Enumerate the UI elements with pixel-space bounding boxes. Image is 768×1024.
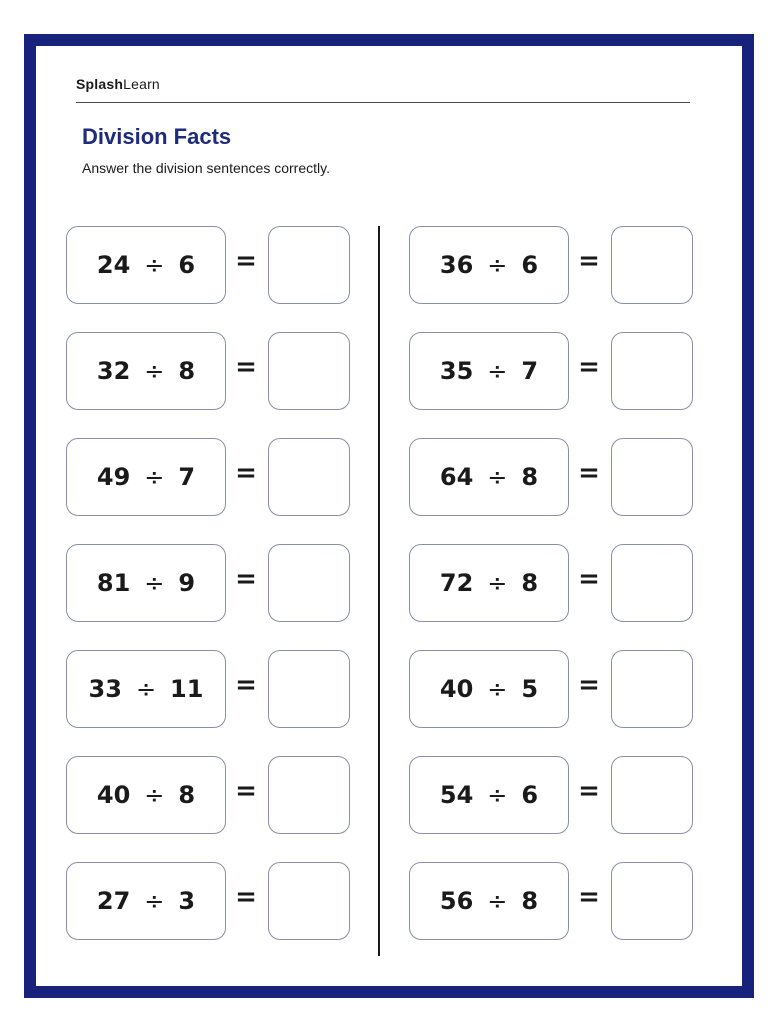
divide-sign: ÷ — [487, 781, 508, 809]
header-divider — [76, 102, 690, 103]
problem-row — [66, 438, 366, 520]
problem-row — [66, 332, 366, 414]
left-problem-column — [66, 226, 366, 968]
division-expression — [66, 862, 226, 940]
answer-box[interactable] — [268, 438, 350, 516]
problem-row — [409, 862, 709, 944]
divide-sign: ÷ — [144, 357, 165, 385]
equals-sign: = — [235, 670, 257, 700]
divide-sign: ÷ — [487, 251, 508, 279]
equals-sign: = — [578, 670, 600, 700]
brand-logo-regular: Learn — [123, 76, 160, 92]
divide-sign: ÷ — [144, 569, 165, 597]
dividend: 33 — [88, 675, 122, 703]
equals-sign: = — [578, 352, 600, 382]
division-expression — [409, 650, 569, 728]
answer-box[interactable] — [268, 862, 350, 940]
divide-sign: ÷ — [135, 675, 157, 703]
problem-row — [66, 756, 366, 838]
divisor: 9 — [178, 569, 196, 597]
divisor: 6 — [178, 251, 196, 279]
dividend: 27 — [96, 887, 131, 915]
divide-sign: ÷ — [144, 463, 165, 491]
problem-row — [409, 332, 709, 414]
answer-box[interactable] — [611, 438, 693, 516]
dividend: 40 — [96, 781, 131, 809]
division-expression — [409, 756, 569, 834]
brand-logo — [76, 76, 160, 92]
divide-sign: ÷ — [487, 675, 508, 703]
divide-sign: ÷ — [487, 569, 508, 597]
divisor: 8 — [178, 357, 196, 385]
dividend: 36 — [439, 251, 474, 279]
divisor: 5 — [521, 675, 539, 703]
divisor: 6 — [521, 251, 539, 279]
problem-row — [409, 756, 709, 838]
divisor: 7 — [521, 357, 539, 385]
division-expression — [66, 756, 226, 834]
division-expression — [66, 332, 226, 410]
answer-box[interactable] — [268, 650, 350, 728]
equals-sign: = — [235, 564, 257, 594]
problem-row — [409, 438, 709, 520]
equals-sign: = — [235, 776, 257, 806]
dividend: 81 — [96, 569, 131, 597]
problem-row — [409, 650, 709, 732]
dividend: 49 — [96, 463, 131, 491]
equals-sign: = — [578, 882, 600, 912]
equals-sign: = — [578, 458, 600, 488]
divide-sign: ÷ — [144, 251, 165, 279]
divisor: 6 — [521, 781, 539, 809]
answer-box[interactable] — [268, 332, 350, 410]
answer-box[interactable] — [611, 756, 693, 834]
divisor: 8 — [521, 463, 539, 491]
division-expression — [66, 650, 226, 728]
division-expression — [409, 544, 569, 622]
equals-sign: = — [578, 564, 600, 594]
right-problem-column — [409, 226, 709, 968]
brand-logo-bold: Splash — [76, 76, 124, 92]
divisor: 7 — [178, 463, 196, 491]
column-divider — [378, 226, 380, 956]
dividend: 40 — [439, 675, 474, 703]
problem-row — [409, 544, 709, 626]
answer-box[interactable] — [611, 650, 693, 728]
answer-box[interactable] — [268, 544, 350, 622]
equals-sign: = — [235, 882, 257, 912]
problem-row — [66, 544, 366, 626]
answer-box[interactable] — [268, 226, 350, 304]
equals-sign: = — [235, 246, 257, 276]
dividend: 35 — [439, 357, 474, 385]
divisor: 11 — [170, 675, 204, 703]
dividend: 56 — [439, 887, 474, 915]
answer-box[interactable] — [611, 544, 693, 622]
dividend: 64 — [439, 463, 474, 491]
division-expression — [409, 438, 569, 516]
division-expression — [409, 862, 569, 940]
divisor: 8 — [521, 569, 539, 597]
divide-sign: ÷ — [487, 357, 508, 385]
division-expression — [66, 226, 226, 304]
equals-sign: = — [578, 776, 600, 806]
equals-sign: = — [235, 352, 257, 382]
answer-box[interactable] — [611, 862, 693, 940]
dividend: 32 — [96, 357, 131, 385]
division-expression — [409, 226, 569, 304]
instructions: Answer the division sentences correctly. — [82, 160, 330, 176]
problem-row — [66, 650, 366, 732]
equals-sign: = — [235, 458, 257, 488]
division-expression — [66, 544, 226, 622]
divide-sign: ÷ — [487, 463, 508, 491]
equals-sign: = — [578, 246, 600, 276]
divide-sign: ÷ — [144, 781, 165, 809]
problem-row — [66, 862, 366, 944]
divisor: 8 — [521, 887, 539, 915]
answer-box[interactable] — [268, 756, 350, 834]
dividend: 72 — [439, 569, 474, 597]
problem-row — [409, 226, 709, 308]
answer-box[interactable] — [611, 226, 693, 304]
worksheet — [24, 34, 754, 998]
divide-sign: ÷ — [144, 887, 165, 915]
division-expression — [66, 438, 226, 516]
divide-sign: ÷ — [487, 887, 508, 915]
division-expression — [409, 332, 569, 410]
problem-row — [66, 226, 366, 308]
divisor: 3 — [178, 887, 196, 915]
divisor: 8 — [178, 781, 196, 809]
dividend: 54 — [439, 781, 474, 809]
page-title: Division Facts — [82, 124, 232, 149]
dividend: 24 — [96, 251, 131, 279]
answer-box[interactable] — [611, 332, 693, 410]
